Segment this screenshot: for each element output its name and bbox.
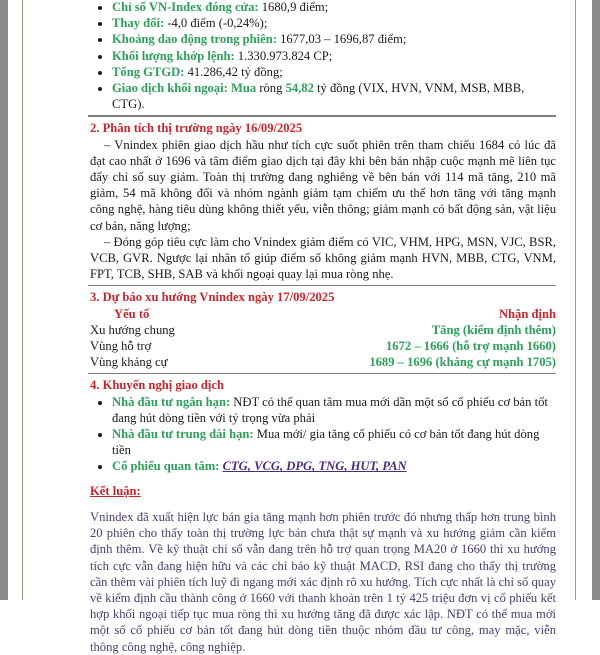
- table-row: [90, 338, 556, 354]
- foreign-trading-item: • Giao dịch khối ngoại: Mua ròng 54,82 tỷ đồng (VIX, HVN, VNM, MSB, MBB, CTG).: [112, 80, 556, 112]
- table-header-row: [90, 306, 556, 322]
- factor-cell: Vùng hỗ trợ: [90, 339, 152, 354]
- document-page: [90, 0, 556, 655]
- window-edge-right: [592, 0, 600, 600]
- page-border-right: [575, 0, 576, 600]
- assessment-cell: 1689 – 1696 (kháng cự mạnh 1705): [369, 355, 556, 370]
- factor-cell: Vùng kháng cự: [90, 355, 168, 370]
- summary-item: • Thay đổi: -4,0 điểm (-0,24%);: [112, 15, 556, 31]
- conclusion-paragraph: Vnindex đã xuất hiện lực bán gia tăng mạnh hơn phiên trước đó nhưng thấp hơn trung bình 20 phiên cho thấy toàn thị trường lực bán chưa thật sự mạnh và xu hướng giảm cần kiểm định thêm. Về kỹ thuật chỉ số vẫn đang trên hỗ trợ quan trọng MA20 ở 1660 thì xu hướng tích cực vẫn đang hiện hữu và các chỉ báo kỹ thuật MACD, RSI đang cho thấy thị trường cần thêm vài phiên tích luỹ đi ngang mới xác định rõ xu hướng. Tích cực nhất là chỉ số quay về kiểm định cầu thành công ở 1660 với thanh khoản trên 1 tỷ 425 triệu đơn vị cổ phiếu kết hợp khối ngoại tiếp tục mua ròng thì xu hướng tăng đã được xác lập. NĐT có thể mua mới một số cổ phiếu cơ bản tốt đang hút dòng tiền thuộc nhóm đầu tư công, may mặc, viễn thông công nghệ, công nghiệp.: [90, 509, 556, 654]
- window-edge-left: [0, 0, 8, 600]
- table-row: [90, 322, 556, 338]
- header-assessment: Nhận định: [498, 306, 556, 321]
- recommendation-item: • Nhà đầu tư ngắn hạn: NĐT có thể quan tâm mua mới dần một số cổ phiếu cơ bản tốt đang hút dòng tiền với tỷ trọng vừa phải: [112, 394, 556, 426]
- section-divider: [88, 373, 556, 374]
- analysis-paragraph: – Vnindex phiên giao dịch hầu như tích cực suốt phiên trên tham chiếu 1684 có lúc đã đạt cao nhất ở 1696 và tâm điểm giao dịch tại đây khi bên bán nhập cuộc mạnh mẽ liên tục đẩy chỉ số suy giảm. Toàn thị trường đang nghiêng về bên bán với 114 mã tăng, 210 mã giảm, 54 mã không đổi và nhóm ngành giảm tạm chiếm ưu thế hơn tăng với tăng mạnh công nghệ, hàng tiêu dùng không thiết yếu, viễn thông; giảm mạnh có bất động sản, vật liệu cơ bản, năng lượng;: [90, 137, 556, 233]
- assessment-cell: 1672 – 1666 (hỗ trợ mạnh 1660): [386, 339, 556, 354]
- factor-cell: Xu hướng chung: [90, 322, 175, 337]
- summary-item: • Khối lượng khớp lệnh: 1.330.973.824 CP;: [112, 48, 556, 64]
- section-2-title: 2. Phân tích thị trường ngày 16/09/2025: [90, 121, 303, 136]
- table-row: [90, 354, 556, 370]
- conclusion-title: Kết luận:: [90, 483, 141, 498]
- section-divider: [88, 285, 556, 286]
- summary-item: • Chỉ số VN-Index đóng cửa: 1680,9 điểm;: [112, 0, 556, 15]
- watchlist-stocks-link[interactable]: CTG, VCG, DPG, TNG, HUT, PAN: [222, 459, 407, 474]
- summary-item: • Khoảng dao động trong phiên: 1677,03 – 1696,87 điểm;: [112, 31, 556, 47]
- section-4-title: 4. Khuyến nghị giao dịch: [90, 378, 225, 393]
- recommendation-item: • Nhà đầu tư trung dài hạn: Mua mới/ gia tăng cổ phiếu có cơ bản tốt đang hút dòng tiền: [112, 426, 556, 458]
- page-border-left: [22, 0, 23, 600]
- market-summary-list: [90, 0, 556, 112]
- section-3-title: 3. Dự báo xu hướng Vnindex ngày 17/09/2025: [90, 290, 335, 305]
- forecast-table: [90, 306, 556, 371]
- section-divider: [88, 115, 556, 117]
- summary-item: • Tổng GTGD: 41.286,42 tỷ đồng;: [112, 64, 556, 80]
- assessment-cell: Tăng (kiểm định thêm): [431, 322, 556, 337]
- analysis-paragraph: – Đóng góp tiêu cực làm cho Vnindex giảm điểm có VIC, VHM, HPG, MSN, VJC, BSR, VCB, GVR. Ngược lại nhân tố giúp điểm số không giảm mạnh HVN, MBB, CTG, VNM, FPT, TCB, SHB, SAB và khối ngoại quay lại mua ròng nhẹ.: [90, 234, 556, 282]
- watchlist-item: • Cổ phiếu quan tâm: CTG, VCG, DPG, TNG, HUT, PAN: [112, 458, 556, 474]
- recommendation-list: [90, 394, 556, 475]
- header-factor: Yếu tố: [114, 306, 150, 321]
